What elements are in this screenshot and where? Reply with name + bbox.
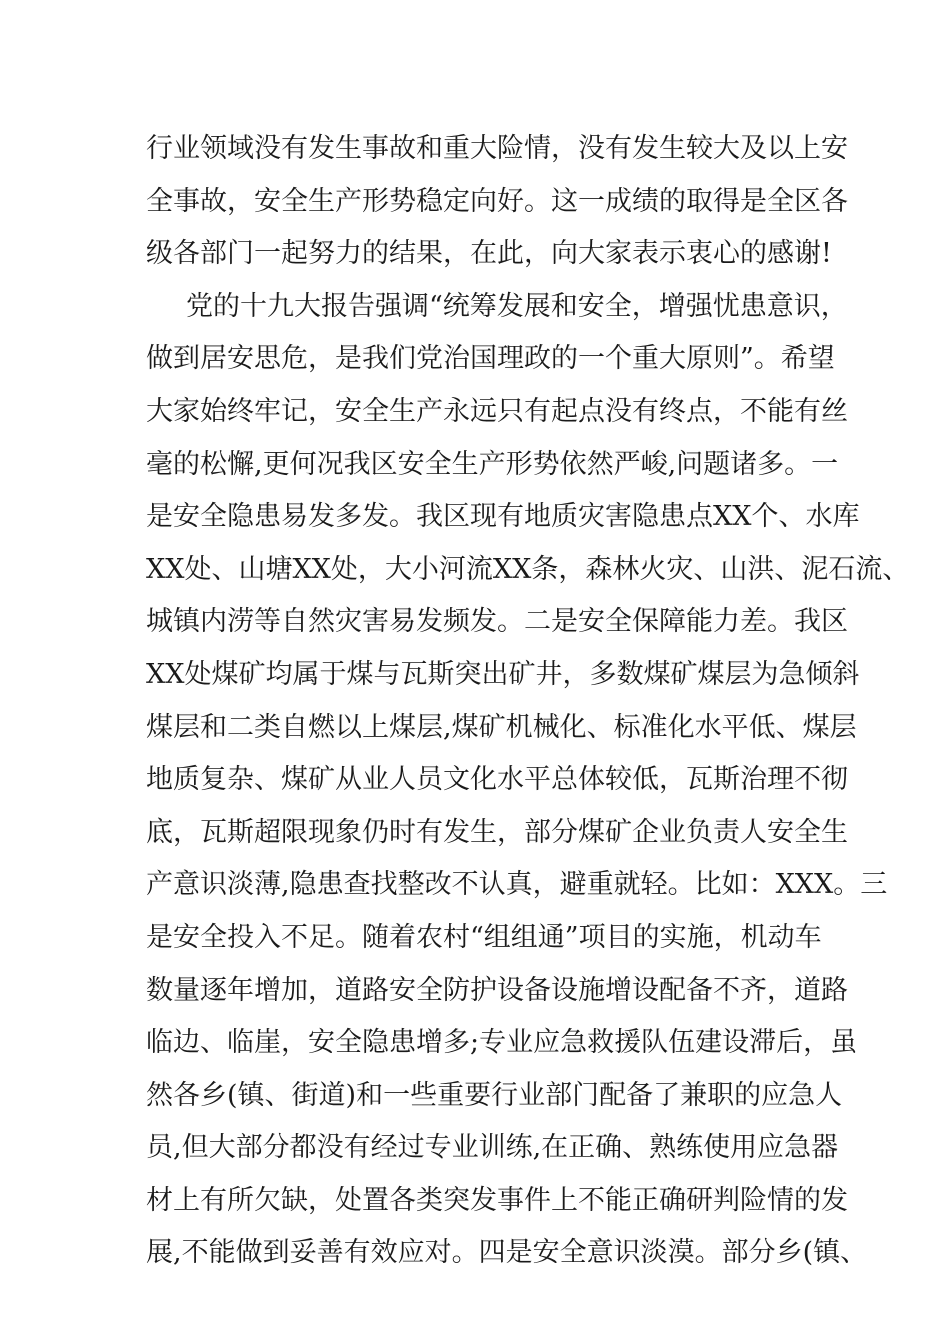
text-line: 是安全隐患易发多发。我区现有地质灾害隐患点XX个、水库 [146,501,860,533]
paragraph-first-line: 党的十九大报告强调“统筹发展和安全，增强忧患意识， [186,290,848,322]
text-line: 产意识淡薄,隐患查找整改不认真，避重就轻。比如：XXX。三 [146,869,888,901]
text-line: 员,但大部分都没有经过专业训练,在正确、熟练使用应急器 [146,1132,839,1164]
text-line: 数量逐年增加，道路安全防护设备设施增设配备不齐，道路 [146,974,848,1006]
text-line: 行业领域没有发生事故和重大险情，没有发生较大及以上安 [146,133,848,164]
text-line: XX处、山塘XX处，大小河流XX条，森林火灾、山洪、泥石流、 [146,553,910,585]
text-line: 全事故，安全生产形势稳定向好。这一成绩的取得是全区各 [146,185,848,217]
text-line: 地质复杂、煤矿从业人员文化水平总体较低，瓦斯治理不彻 [146,764,848,796]
text-line: 大家始终牢记，安全生产永远只有起点没有终点，不能有丝 [146,395,848,427]
text-line: 是安全投入不足。随着农村“组组通”项目的实施，机动车 [146,921,822,953]
text-line: 煤层和二类自燃以上煤层,煤矿机械化、标准化水平低、煤层 [146,711,857,743]
text-line: 展,不能做到妥善有效应对。四是安全意识淡漠。部分乡(镇、 [146,1237,868,1269]
text-line: 临边、临崖，安全隐患增多;专业应急救援队伍建设滞后，虽 [146,1027,858,1059]
text-line: 城镇内涝等自然灾害易发频发。二是安全保障能力差。我区 [146,606,848,638]
text-line: 做到居安思危，是我们党治国理政的一个重大原则”。希望 [146,343,835,375]
text-line: 材上有所欠缺，处置各类突发事件上不能正确研判险情的发 [146,1184,848,1216]
text-line: 然各乡(镇、街道)和一些重要行业部门配备了兼职的应急人 [146,1079,843,1111]
text-line: 底，瓦斯超限现象仍时有发生，部分煤矿企业负责人安全生 [146,816,848,848]
text-line: XX处煤矿均属于煤与瓦斯突出矿井，多数煤矿煤层为急倾斜 [146,658,860,690]
text-line: 级各部门一起努力的结果，在此，向大家表示衷心的感谢! [146,238,832,270]
text-line: 毫的松懈,更何况我区安全生产形势依然严峻,问题诸多。一 [146,448,839,480]
body-text [146,123,910,1280]
